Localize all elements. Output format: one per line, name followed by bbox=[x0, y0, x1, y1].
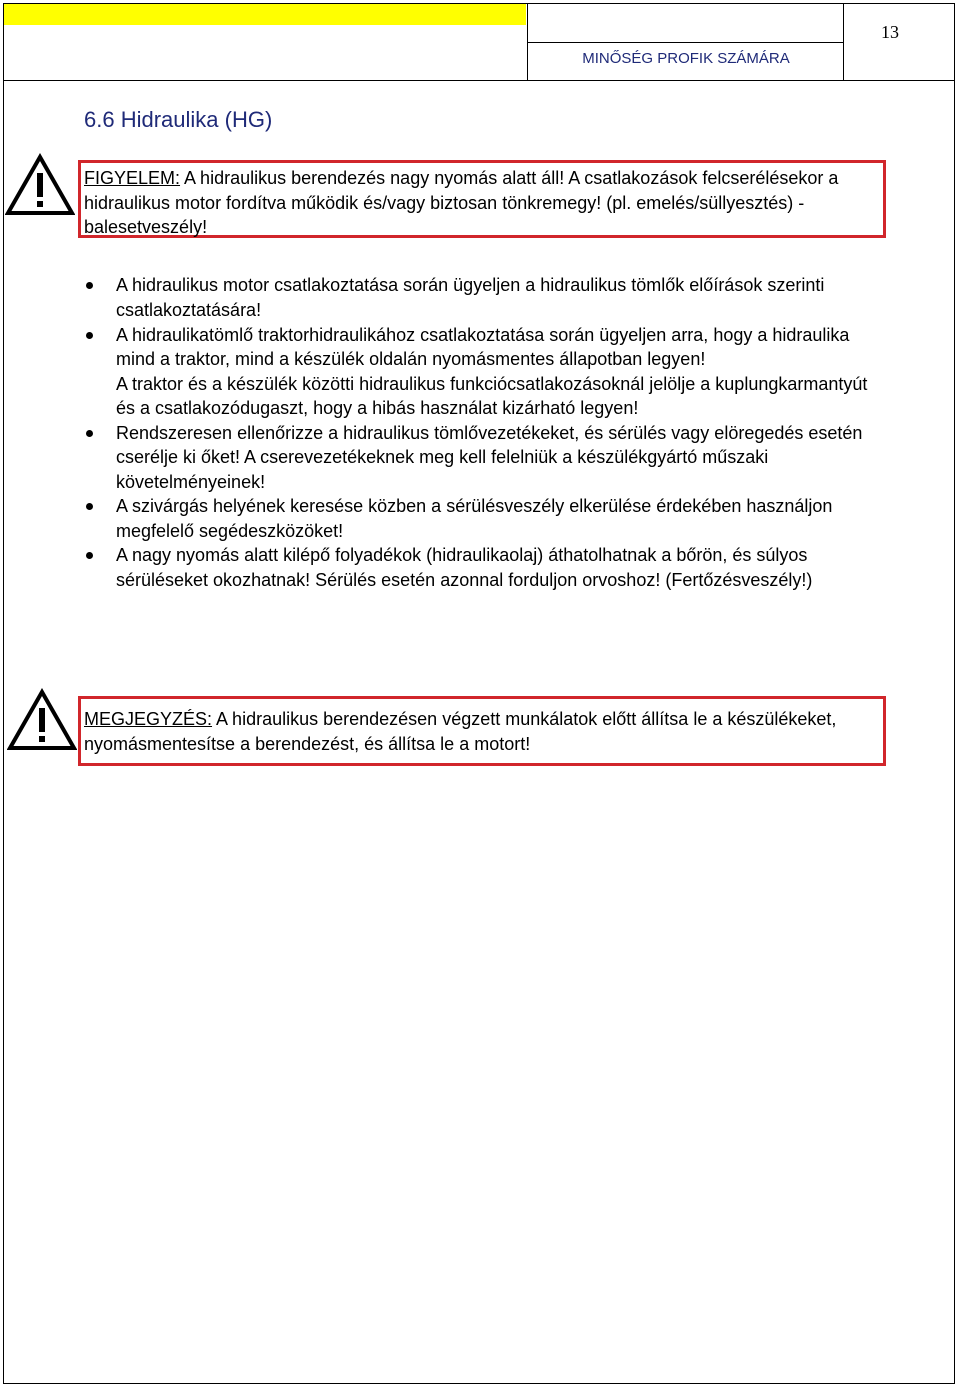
list-item bbox=[80, 543, 880, 592]
warning-triangle-icon bbox=[7, 688, 77, 752]
header-label: MINŐSÉG PROFIK SZÁMÁRA bbox=[582, 50, 790, 67]
warning-label: FIGYELEM: bbox=[84, 168, 181, 188]
warning-triangle-icon bbox=[5, 153, 75, 217]
bullet-icon bbox=[86, 282, 93, 289]
list-item bbox=[80, 273, 880, 322]
list-item bbox=[80, 494, 880, 543]
list-item-text: A traktor és a készülék közötti hidraulikus funkciócsatlakozásoknál jelölje a kuplungkarmantyút és a csatlakozódugaszt, hogy a hibás használat kizárható legyen! bbox=[116, 373, 868, 418]
note-body: A hidraulikus berendezésen végzett munkálatok előtt állítsa le a készülékeket, nyomásmentesítse a berendezést, és állítsa le a motort! bbox=[84, 709, 837, 754]
bullet-icon bbox=[86, 430, 93, 437]
bullet-icon bbox=[86, 332, 93, 339]
list-item-text: Rendszeresen ellenőrizze a hidraulikus tömlővezetékeket, és sérülés vagy elöregedés esetén cserélje ki őket! A cserevezetékeknek meg kell felelniük a készülékgyártó műszaki követelményeinek! bbox=[116, 422, 863, 492]
safety-list bbox=[80, 273, 880, 592]
warning-body: A hidraulikus berendezés nagy nyomás alatt áll! A csatlakozások felcserélésekor a hidraulikus motor fordítva működik és/vagy biztosan tönkremegy! (pl. emelés/süllyesztés) - balesetveszély! bbox=[84, 168, 839, 237]
header-accent-bar bbox=[4, 4, 526, 25]
list-item-text: A szivárgás helyének keresése közben a sérülésveszély elkerülése érdekében használjon megfelelő segédeszközöket! bbox=[116, 496, 833, 541]
list-item-text: A nagy nyomás alatt kilépő folyadékok (hidraulikaolaj) áthatolhatnak a bőrön, és súlyos sérüléseket okozhatnak! Sérülés esetén azonnal forduljon orvoshoz! (Fertőzésveszély!) bbox=[116, 545, 813, 590]
list-item bbox=[80, 372, 880, 421]
bullet-icon bbox=[86, 503, 93, 510]
list-item-text: A hidraulikus motor csatlakoztatása során ügyeljen a hidraulikus tömlők előírások szerinti csatlakoztatására! bbox=[116, 275, 825, 320]
list-item-text: A hidraulikatömlő traktorhidraulikához csatlakoztatása során ügyeljen arra, hogy a hidraulika mind a traktor, mind a készülék oldalán nyomásmentes állapotban legyen! bbox=[116, 324, 850, 369]
warning-text bbox=[84, 166, 874, 240]
note-text bbox=[84, 707, 874, 756]
page-number: 13 bbox=[881, 22, 899, 42]
section-title: 6.6 Hidraulika (HG) bbox=[84, 107, 273, 132]
header-divider bbox=[4, 80, 954, 81]
bullet-icon bbox=[86, 552, 93, 559]
note-label: MEGJEGYZÉS: bbox=[84, 709, 213, 729]
list-item bbox=[80, 421, 880, 495]
list-item bbox=[80, 323, 880, 372]
header-divider bbox=[527, 42, 844, 43]
